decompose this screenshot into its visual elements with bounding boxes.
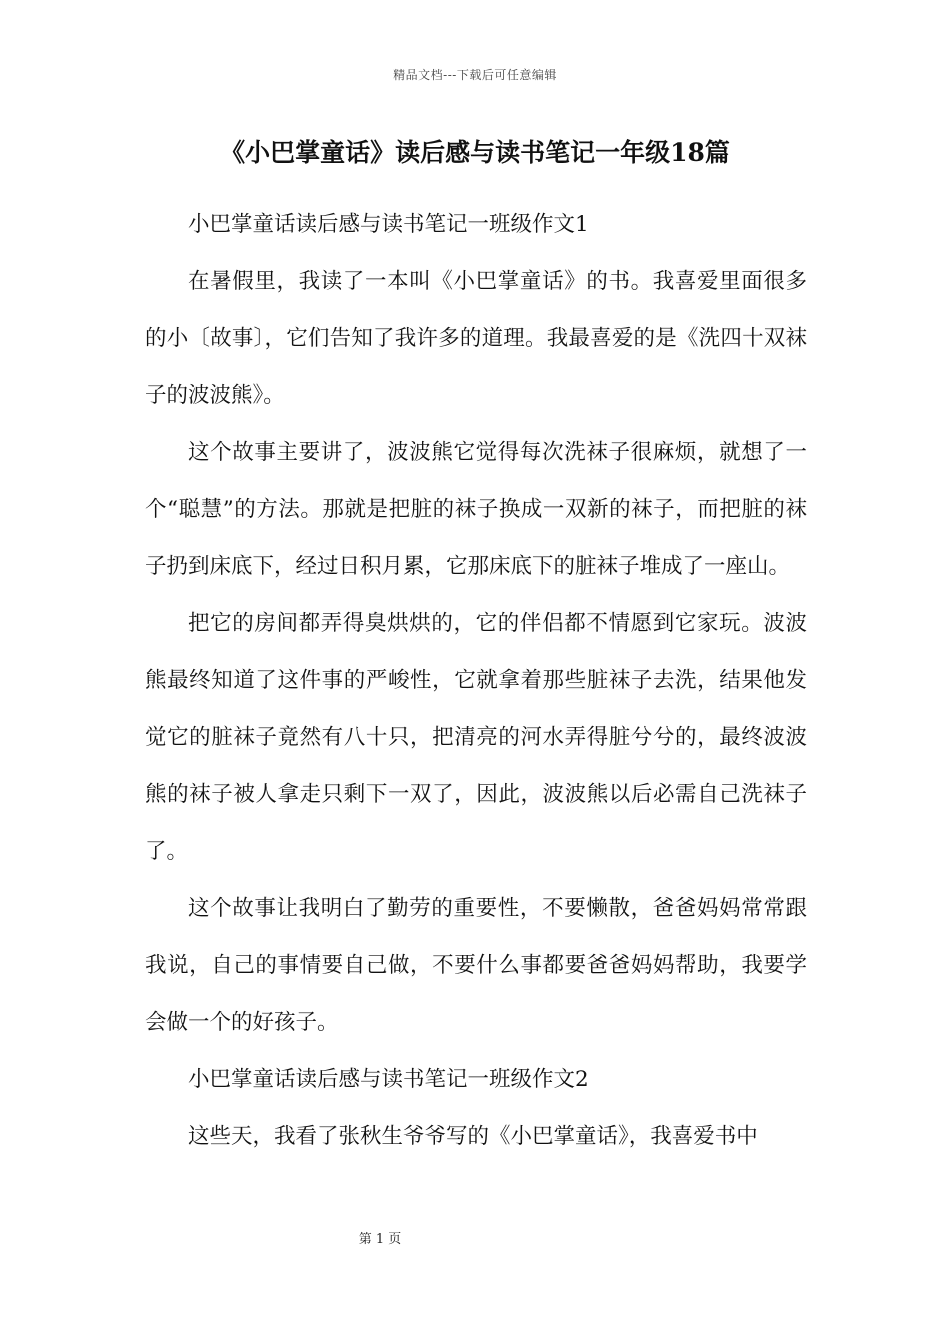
section-heading-2: 小巴掌童话读后感与读书笔记一班级作文2 (188, 1067, 589, 1092)
page-number: 第 1 页 (358, 1232, 402, 1247)
document-body (145, 196, 807, 1165)
paragraph: 这个故事主要讲了，波波熊它觉得每次洗袜子很麻烦，就想了一个“聪慧”的方法。那就是把脏的袜子换成一双新的袜子，而把脏的袜子扔到床底下，经过日积月累，它那床底下的脏袜子堆成了一座山。 (145, 440, 807, 579)
paragraph: 把它的房间都弄得臭烘烘的，它的伴侣都不情愿到它家玩。波波熊最终知道了这件事的严峻性，它就拿着那些脏袜子去洗，结果他发觉它的脏袜子竟然有八十只，把清亮的河水弄得脏兮兮的，最终波波熊的袜子被人拿走只剩下一双了，因此，波波熊以后必需自己洗袜子了。 (145, 611, 807, 864)
page-header: 精品文档---下载后可任意编辑 (393, 68, 557, 82)
paragraph: 在暑假里，我读了一本叫《小巴掌童话》的书。我喜爱里面很多的小〔故事〕，它们告知了我许多的道理。我最喜爱的是《洗四十双袜子的波波熊》。 (145, 269, 807, 408)
document-title: 《小巴掌童话》读后感与读书笔记一年级18篇 (220, 138, 730, 167)
paragraph: 这个故事让我明白了勤劳的重要性，不要懒散，爸爸妈妈常常跟我说，自己的事情要自己做，不要什么事都要爸爸妈妈帮助，我要学会做一个的好孩子。 (145, 896, 807, 1035)
paragraph: 这些天，我看了张秋生爷爷写的《小巴掌童话》，我喜爱书中 (188, 1124, 758, 1149)
section-heading-1: 小巴掌童话读后感与读书笔记一班级作文1 (188, 212, 589, 237)
